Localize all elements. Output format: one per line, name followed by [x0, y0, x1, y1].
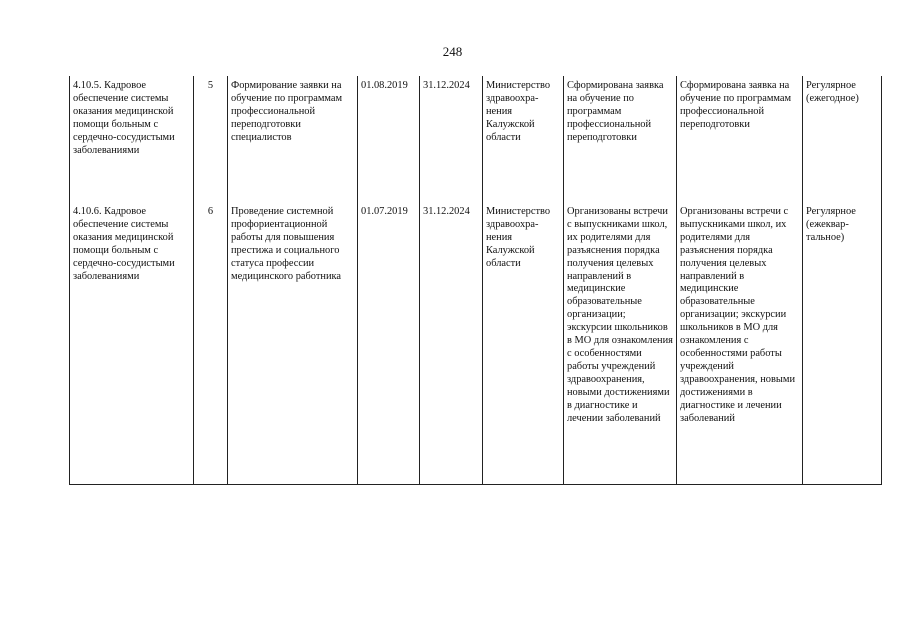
- table-row: [70, 202, 882, 484]
- start-date-cell: 01.08.2019: [358, 76, 420, 202]
- periodicity-cell: Регулярное (ежегодное): [803, 76, 882, 202]
- code-title-cell: 4.10.5. Кадровое обеспечение системы оказания медицинской помощи больным с сердечно-сосудистыми заболеваниями: [70, 76, 194, 202]
- code-title-cell: 4.10.6. Кадровое обеспечение системы оказания медицинской помощи больным с сердечно-сосудистыми заболеваниями: [70, 202, 194, 484]
- table-row: [70, 76, 882, 202]
- start-date-cell: 01.07.2019: [358, 202, 420, 484]
- indicator-cell: Организованы встречи с выпускниками школ, их родителями для разъяснения порядка получения целевых направлений в медицинские образовательные организации; экскурсии школьников в МО для ознакомления с особенностями работы учреждений здравоохранения, новыми достижениями в диагностике и лечении заболеваний: [677, 202, 803, 484]
- activity-cell: Формирование заявки на обучение по программам профессиональной переподготовки специалистов: [228, 76, 358, 202]
- indicator-cell: Сформирована заявка на обучение по программам профессиональной переподготовки: [677, 76, 803, 202]
- responsible-cell: Министерство здравоохра-нения Калужской области: [483, 202, 564, 484]
- result-cell: Организованы встречи с выпускниками школ, их родителями для разъяснения порядка получения целевых направлений в медицинские образовательные организации; экскурсии школьников в МО для ознакомления с особенностями работы учреждений здравоохранения, новыми достижениями в диагностике и лечении заболеваний: [564, 202, 677, 484]
- end-date-cell: 31.12.2024: [420, 202, 483, 484]
- responsible-cell: Министерство здравоохра-нения Калужской области: [483, 76, 564, 202]
- number-cell: 6: [194, 202, 228, 484]
- activity-cell: Проведение системной профориентационной работы для повышения престижа и социального статуса профессии медицинского работника: [228, 202, 358, 484]
- measures-table: [69, 76, 882, 485]
- end-date-cell: 31.12.2024: [420, 76, 483, 202]
- periodicity-cell: Регулярное (ежеквар-тальное): [803, 202, 882, 484]
- page-number: 248: [442, 44, 463, 59]
- result-cell: Сформирована заявка на обучение по программам профессиональной переподготовки: [564, 76, 677, 202]
- number-cell: 5: [194, 76, 228, 202]
